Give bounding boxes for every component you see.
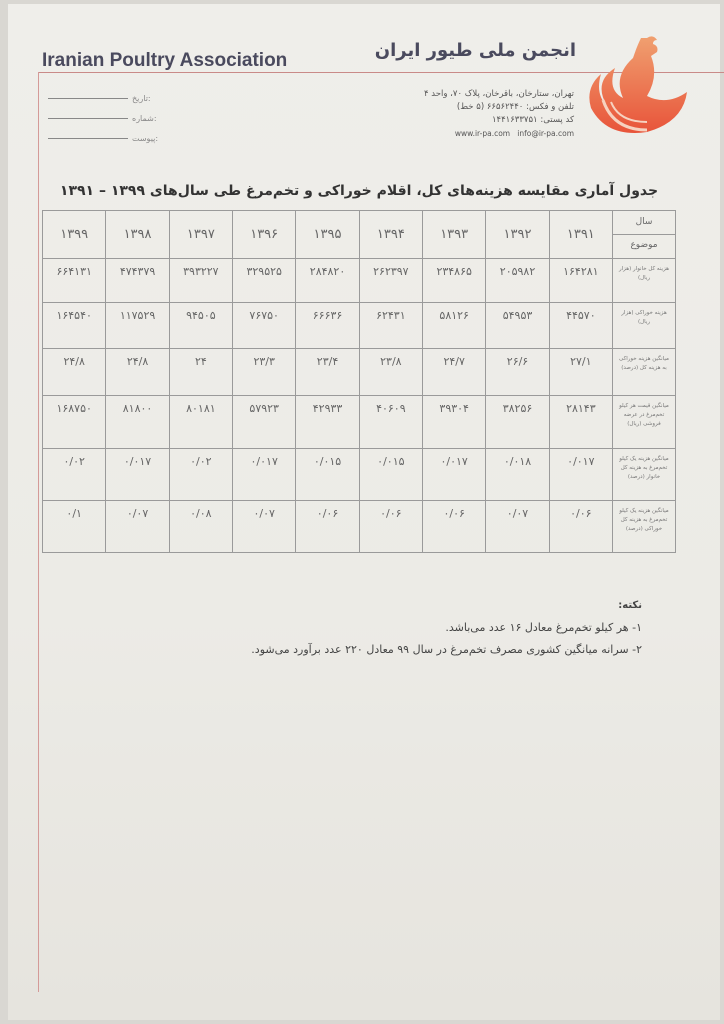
year-header: ۱۳۹۸: [106, 211, 169, 259]
table-cell: ۰/۰۷: [106, 501, 169, 553]
table-cell: ۲۴/۷: [423, 349, 486, 396]
table-cell: ۰/۰۸: [169, 501, 232, 553]
org-name-persian: انجمن ملی طیور ایران: [374, 40, 576, 61]
table-cell: ۰/۰۱۵: [296, 449, 359, 501]
table-cell: ۵۷۹۲۳: [233, 396, 296, 449]
table-cell: ۰/۰۱۵: [359, 449, 422, 501]
statistics-table: [42, 210, 676, 553]
table-row: [43, 349, 676, 396]
address-block: [424, 88, 574, 140]
table-cell: ۱۶۴۲۸۱: [549, 259, 612, 303]
table-cell: ۳۹۳۰۴: [423, 396, 486, 449]
year-header: ۱۳۹۳: [423, 211, 486, 259]
postal-code: کد پستی: ۱۴۴۱۶۳۳۷۵۱: [491, 115, 574, 125]
row-label: هزینه خوراکی (هزار ریال): [613, 303, 676, 349]
year-label: سال: [635, 216, 653, 227]
table-cell: ۴۰۶۰۹: [359, 396, 422, 449]
rooster-logo-icon: [585, 30, 695, 150]
table-cell: ۶۶۶۳۶: [296, 303, 359, 349]
address: تهران، ستارخان، باقرخان، پلاک ۷۰، واحد ۴: [424, 89, 574, 99]
table-cell: ۳۹۳۲۲۷: [169, 259, 232, 303]
row-label: میانگین هزینه یک کیلو تخم‌مرغ به هزینه کل خوراکی (درصد): [613, 501, 676, 553]
year-header: ۱۳۹۴: [359, 211, 422, 259]
attachment-label: پیوست:: [132, 133, 159, 143]
table-cell: ۲۷/۱: [549, 349, 612, 396]
notes-heading: نکته:: [618, 600, 642, 611]
table-row: [43, 501, 676, 553]
table-cell: ۲۳/۴: [296, 349, 359, 396]
table-cell: ۰/۰۷: [486, 501, 549, 553]
table-header-row: [43, 211, 676, 259]
notes: [251, 600, 642, 665]
row-label: میانگین قیمت هر کیلو تخم‌مرغ در عرضه فروشی (ریال): [613, 396, 676, 449]
note-item: ۲- سرانه میانگین کشوری مصرف تخم‌مرغ در سال ۹۹ معادل ۲۲۰ عدد برآورد می‌شود.: [251, 643, 642, 656]
table-cell: ۰/۰۶: [359, 501, 422, 553]
table-cell: ۲۴: [169, 349, 232, 396]
table-cell: ۰/۰۶: [423, 501, 486, 553]
table-row: [43, 449, 676, 501]
table-cell: ۴۴۵۷۰: [549, 303, 612, 349]
table-row: [43, 303, 676, 349]
table-cell: ۲۸۱۴۳: [549, 396, 612, 449]
number-label: شماره:: [132, 113, 157, 123]
table-cell: ۵۴۹۵۳: [486, 303, 549, 349]
table-cell: ۶۲۴۳۱: [359, 303, 422, 349]
table-cell: ۰/۰۲: [43, 449, 106, 501]
table-cell: ۰/۰۲: [169, 449, 232, 501]
org-name-english: Iranian Poultry Association: [42, 50, 288, 71]
email: info@ir-pa.com: [517, 129, 574, 138]
table-cell: ۲۳/۸: [359, 349, 422, 396]
date-label: تاریخ:: [132, 93, 151, 103]
table-cell: ۱۶۴۵۴۰: [43, 303, 106, 349]
table-cell: ۰/۰۱۷: [106, 449, 169, 501]
table-cell: ۳۲۹۵۲۵: [233, 259, 296, 303]
table-cell: ۴۷۴۳۷۹: [106, 259, 169, 303]
year-header: ۱۳۹۵: [296, 211, 359, 259]
table-cell: ۵۸۱۲۶: [423, 303, 486, 349]
year-header: ۱۳۹۷: [169, 211, 232, 259]
table-cell: ۲۶۲۳۹۷: [359, 259, 422, 303]
table-cell: ۰/۰۶: [296, 501, 359, 553]
table-cell: ۰/۰۱۸: [486, 449, 549, 501]
table-row: [43, 259, 676, 303]
contact-web: [424, 127, 574, 140]
table-cell: ۱۶۸۷۵۰: [43, 396, 106, 449]
table-cell: ۸۱۸۰۰: [106, 396, 169, 449]
website: www.ir-pa.com: [454, 129, 511, 138]
note-item: ۱- هر کیلو تخم‌مرغ معادل ۱۶ عدد می‌باشد.: [445, 621, 642, 634]
table-cell: ۰/۰۱۷: [233, 449, 296, 501]
table-cell: ۲۳۴۸۶۵: [423, 259, 486, 303]
table-cell: ۰/۰۱۷: [549, 449, 612, 501]
table-cell: ۷۶۷۵۰: [233, 303, 296, 349]
year-header: ۱۳۹۱: [549, 211, 612, 259]
table-cell: ۰/۰۱۷: [423, 449, 486, 501]
margin-line: [38, 72, 39, 992]
row-label: میانگین هزینه خوراکی به هزینه کل (درصد): [613, 349, 676, 396]
subject-label: موضوع: [613, 234, 675, 258]
table-cell: ۲۴/۸: [106, 349, 169, 396]
year-header: ۱۳۹۹: [43, 211, 106, 259]
table-cell: ۲۸۴۸۲۰: [296, 259, 359, 303]
table-cell: ۳۸۲۵۶: [486, 396, 549, 449]
table-cell: ۶۶۴۱۳۱: [43, 259, 106, 303]
year-header: ۱۳۹۲: [486, 211, 549, 259]
table-cell: ۰/۰۷: [233, 501, 296, 553]
row-label: هزینه کل خانوار (هزار ریال): [613, 259, 676, 303]
phone: تلفن و فکس: ۶۶۵۶۲۴۴۰ (۵ خط): [456, 102, 574, 112]
row-label: میانگین هزینه یک کیلو تخم‌مرغ به هزینه کل خانوار (درصد): [613, 449, 676, 501]
table-row: [43, 396, 676, 449]
table-title: جدول آماری مقایسه هزینه‌های کل، اقلام خوراکی و تخم‌مرغ طی سال‌های ۱۳۹۹ – ۱۳۹۱: [59, 183, 659, 199]
table-cell: ۲۴/۸: [43, 349, 106, 396]
table-cell: ۰/۰۶: [549, 501, 612, 553]
year-header: ۱۳۹۶: [233, 211, 296, 259]
table-cell: ۹۴۵۰۵: [169, 303, 232, 349]
table-cell: ۲۰۵۹۸۲: [486, 259, 549, 303]
letter-meta: [48, 88, 158, 148]
table-cell: ۲۳/۳: [233, 349, 296, 396]
table-cell: ۱۱۷۵۲۹: [106, 303, 169, 349]
table-cell: ۰/۱: [43, 501, 106, 553]
header-corner: [613, 211, 676, 259]
table-cell: ۲۶/۶: [486, 349, 549, 396]
table-cell: ۸۰۱۸۱: [169, 396, 232, 449]
table-cell: ۴۲۹۳۳: [296, 396, 359, 449]
